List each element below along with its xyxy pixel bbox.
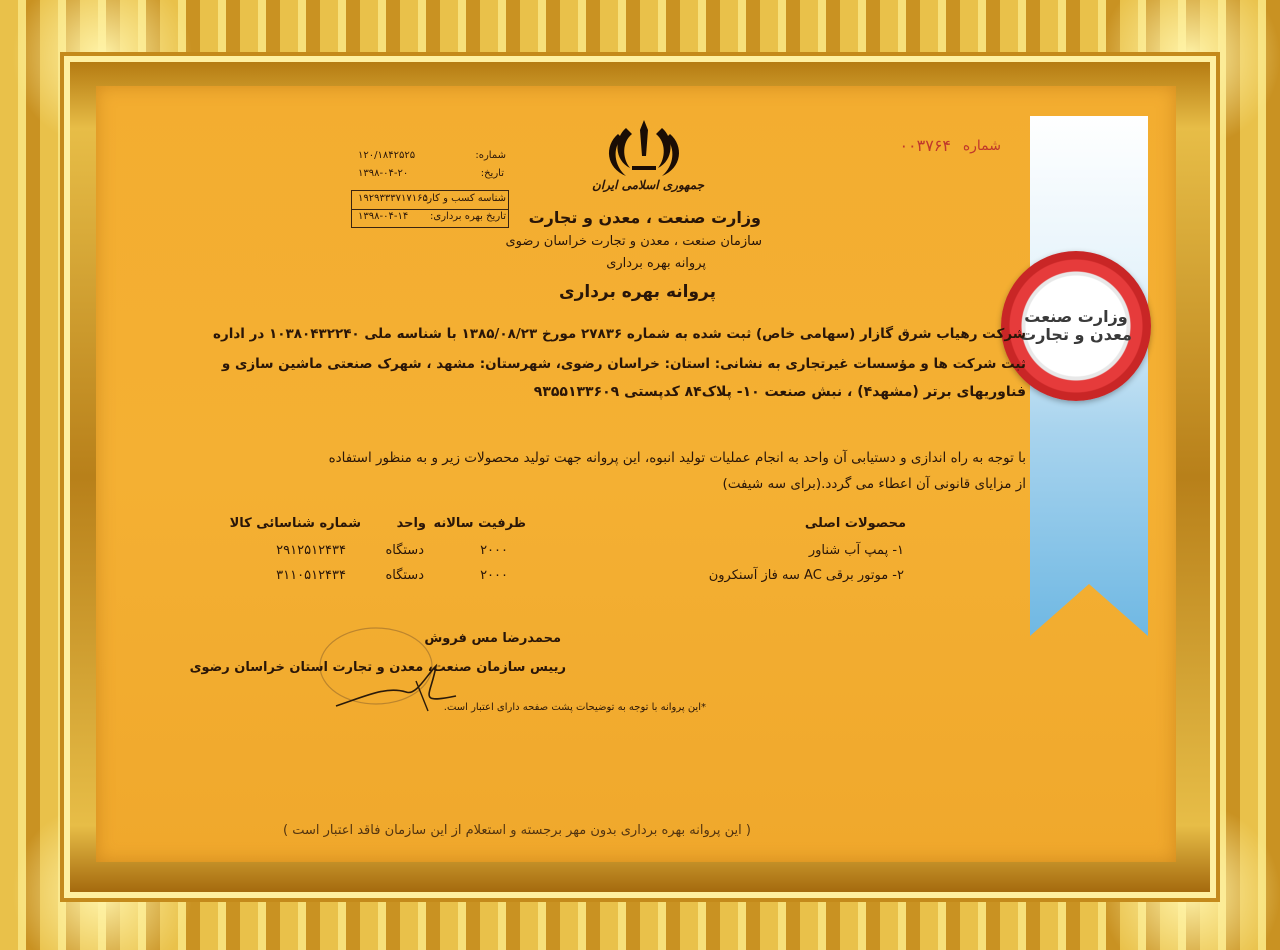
- business-id-label: شناسه کسب و کار:: [423, 193, 506, 204]
- seal-line-1: وزارت صنعت: [1024, 306, 1128, 326]
- business-id-value: ۱۹۲۹۳۳۳۷۱۷۱۶۵: [358, 193, 428, 204]
- signatory-position: رییس سازمان صنعت، معدن و تجارت استان خراسان رضوی: [189, 660, 566, 675]
- bottom-note: ( این پروانه بهره برداری بدون مهر برجسته و استعلام از این سازمان فاقد اعتبار است ): [283, 823, 751, 838]
- certificate-paper: [96, 86, 1176, 862]
- row-1-code: ۲۹۱۲۵۱۲۴۳۴: [276, 543, 346, 558]
- row-1-unit: دستگاه: [385, 543, 424, 558]
- organization-title: سازمان صنعت ، معدن و تجارت خراسان رضوی: [505, 234, 762, 249]
- body-line-1: شرکت رهیاب شرق گازار (سهامی خاص) ثبت شده به شماره ۲۷۸۳۶ مورخ ۱۳۸۵/۰۸/۲۳ با شناسه ملی ۱۰۳۸۰۴۳۲۲۴۰ در اداره: [213, 326, 1026, 342]
- header-code: شماره شناسائی کالا: [229, 516, 361, 531]
- certificate-title: پروانه بهره برداری: [559, 282, 716, 302]
- operation-date-value: ۱۳۹۸-۰۴-۱۴: [358, 211, 409, 222]
- row-2-code: ۳۱۱۰۵۱۲۴۳۴: [276, 568, 346, 583]
- body-line-4: با توجه به راه اندازی و دستیابی آن واحد به انجام عملیات تولید انبوه، این پروانه جهت تولید محصولات زیر و به منظور استفاده: [328, 450, 1026, 466]
- row-1-capacity: ۲۰۰۰: [480, 543, 508, 558]
- document-type: پروانه بهره برداری: [606, 256, 706, 271]
- body-line-2: ثبت شرکت ها و مؤسسات غیرتجاری به نشانی: استان: خراسان رضوی، شهرستان: مشهد ، شهرک صنعتی ماشین سازی و: [221, 356, 1026, 372]
- footnote: *این پروانه با توجه به توضیحات پشت صفحه دارای اعتبار است.: [443, 702, 706, 713]
- row-1-product: ۱- پمپ آب شناور: [808, 543, 904, 558]
- header-product: محصولات اصلی: [804, 516, 906, 531]
- serial-number: ۰۰۳۷۶۴: [899, 136, 951, 155]
- body-line-3: فناوریهای برتر (مشهد۴) ، نبش صنعت ۱۰- پلاک۸۴ کدپستی ۹۳۵۵۱۳۳۶۰۹: [533, 384, 1026, 400]
- emblem-caption: جمهوری اسلامی ایران: [592, 178, 705, 192]
- body-line-5: از مزایای قانونی آن اعطاء می گردد.(برای سه شیفت): [722, 476, 1026, 492]
- serial-label: شماره: [962, 138, 1001, 154]
- meta-box-divider: [352, 209, 508, 210]
- row-2-capacity: ۲۰۰۰: [480, 568, 508, 583]
- date-value: ۱۳۹۸-۰۴-۲۰: [358, 168, 409, 179]
- number-label: شماره:: [475, 150, 506, 161]
- header-unit: واحد: [396, 516, 426, 531]
- header-capacity: ظرفیت سالانه: [433, 516, 526, 531]
- seal-line-2: معدن و تجارت: [1020, 325, 1132, 344]
- number-value: ۱۲۰/۱۸۴۲۵۲۵: [358, 150, 416, 161]
- signatory-name: محمدرضا مس فروش: [424, 631, 561, 646]
- ministry-title: وزارت صنعت ، معدن و تجارت: [528, 208, 761, 227]
- row-2-product: ۲- موتور برقی AC سه فاز آسنکرون: [708, 568, 904, 583]
- date-label: تاریخ:: [480, 168, 504, 179]
- operation-date-label: تاریخ بهره برداری:: [430, 211, 506, 222]
- row-2-unit: دستگاه: [385, 568, 424, 583]
